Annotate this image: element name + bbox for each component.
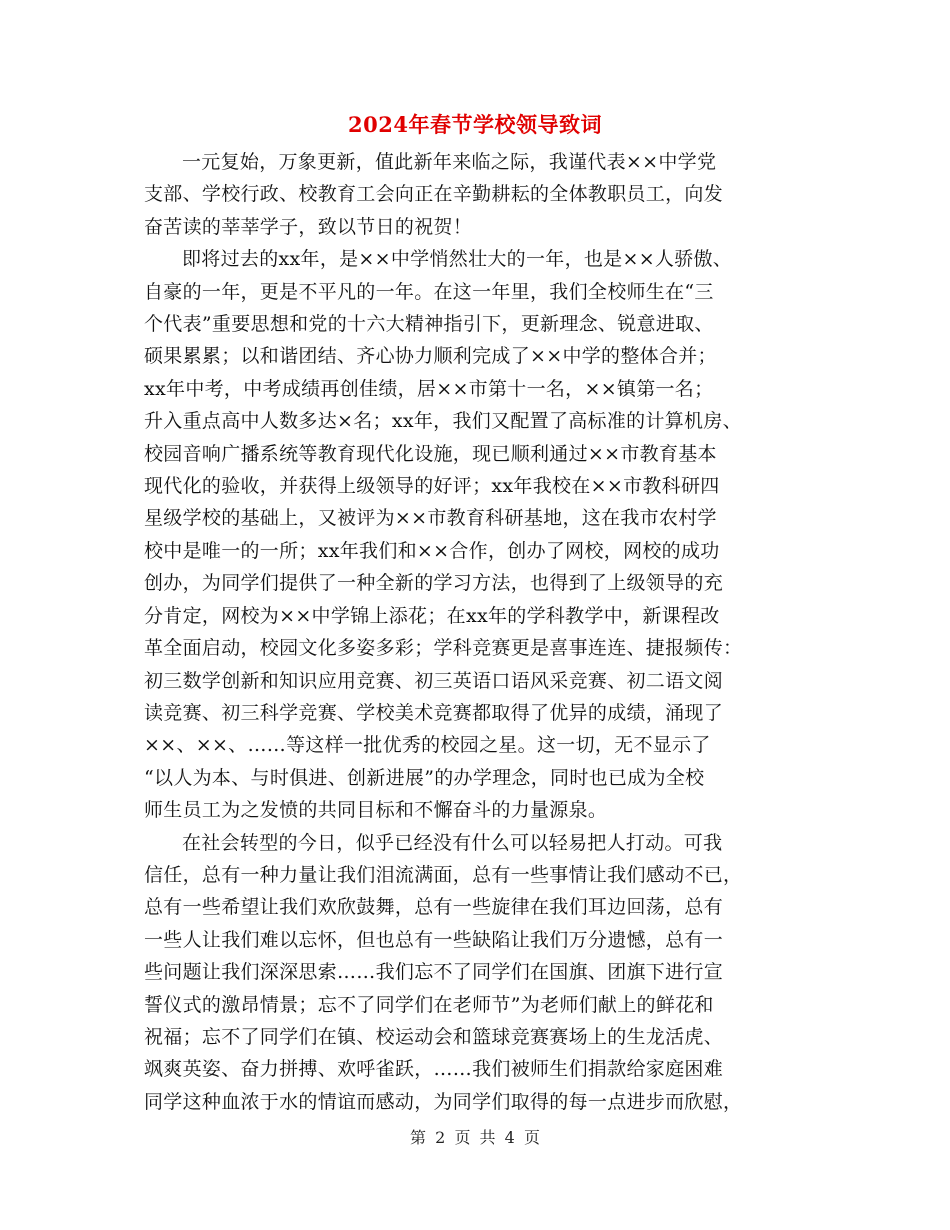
paragraph-line: 师生员工为之发愤的共同目标和不懈奋斗的力量源泉。 [144,799,608,822]
paragraph-line: 些问题让我们深深思索……我们忘不了同学们在国旗、团旗下进行宣 [144,961,724,984]
paragraph-line: 誓仪式的激昂情景；忘不了同学们在老师节”为老师们献上的鲜花和 [144,993,714,1016]
paragraph-line: 现代化的验收，并获得上级领导的好评；xx年我校在××市教科研四 [144,475,720,498]
page-footer [0,1126,950,1150]
paragraph-line: 奋苦读的莘莘学子，致以节日的祝贺！ [144,215,473,238]
footer-page-number: 2 [435,1128,446,1147]
paragraph-line: 总有一些希望让我们欢欣鼓舞，总有一些旋律在我们耳边回荡，总有 [144,896,724,919]
footer-prefix: 第 [410,1128,427,1147]
paragraph-line: “以人为本、与时俱进、创新进展”的办学理念，同时也已成为全校 [144,766,705,789]
paragraph-line: 一些人让我们难以忘怀，但也总有一些缺陷让我们万分遗憾，总有一 [144,928,724,951]
paragraph-line: 革全面启动，校园文化多姿多彩；学科竞赛更是喜事连连、捷报频传： [144,637,743,660]
paragraph-line: 校中是唯一的一所；xx年我们和××合作，创办了网校，网校的成功 [144,539,720,562]
paragraph-line: 支部、学校行政、校教育工会向正在辛勤耕耘的全体教职员工，向发 [144,183,724,206]
paragraph-line: 校园音响广播系统等教育现代化设施，现已顺利通过××市教育基本 [144,442,717,465]
paragraph-line: 分肯定，网校为××中学锦上添花；在xx年的学科教学中，新课程改 [144,604,720,627]
document-title: 2024年春节学校领导致词 [348,112,602,137]
paragraph-line: 个代表”重要思想和党的十六大精神指引下，更新理念、锐意进取、 [144,313,714,336]
paragraph-line: 创办，为同学们提供了一种全新的学习方法，也得到了上级领导的充 [144,572,724,595]
footer-page-word: 页 [454,1128,471,1147]
paragraph-2 [144,243,810,826]
paragraph-1 [144,146,810,243]
paragraph-line: 信任，总有一种力量让我们泪流满面，总有一些事情让我们感动不已， [144,863,743,886]
paragraph-line: 即将过去的xx年，是××中学悄然壮大的一年，也是××人骄傲、 [182,248,733,271]
paragraph-3 [144,827,810,1119]
paragraph-line: 一元复始，万象更新，值此新年来临之际，我谨代表××中学党 [182,151,717,173]
paragraph-line: 同学这种血浓于水的情谊而感动，为同学们取得的每一点进步而欣慰， [144,1090,743,1113]
document-body [144,146,810,1118]
paragraph-line: 硕果累累；以和谐团结、齐心协力顺利完成了××中学的整体合并； [144,345,717,368]
paragraph-line: 自豪的一年，更是不平凡的一年。在这一年里，我们全校师生在“三 [144,280,714,303]
paragraph-line: xx年中考，中考成绩再创佳绩，居××市第十一名，××镇第一名； [144,377,714,400]
paragraph-line: 祝福；忘不了同学们在镇、校运动会和篮球竞赛赛场上的生龙活虎、 [144,1025,724,1048]
footer-total-pages: 4 [504,1128,515,1147]
footer-total-word: 共 [479,1128,496,1147]
paragraph-line: 飒爽英姿、奋力拼搏、欢呼雀跃，……我们被师生们捐款给家庭困难 [144,1058,724,1081]
paragraph-line: 升入重点高中人数多达×名；xx年，我们又配置了高标准的计算机房、 [144,410,742,433]
paragraph-line: 在社会转型的今日，似乎已经没有什么可以轻易把人打动。可我 [182,831,723,854]
paragraph-line: ××、××、……等这样一批优秀的校园之星。这一切，无不显示了 [144,734,711,757]
paragraph-line: 星级学校的基础上，又被评为××市教育科研基地，这在我市农村学 [144,507,717,530]
footer-suffix: 页 [523,1128,540,1147]
paragraph-line: 读竞赛、初三科学竞赛、学校美术竞赛都取得了优异的成绩，涌现了 [144,701,724,724]
paragraph-line: 初三数学创新和知识应用竞赛、初三英语口语风采竞赛、初二语文阅 [144,669,724,692]
